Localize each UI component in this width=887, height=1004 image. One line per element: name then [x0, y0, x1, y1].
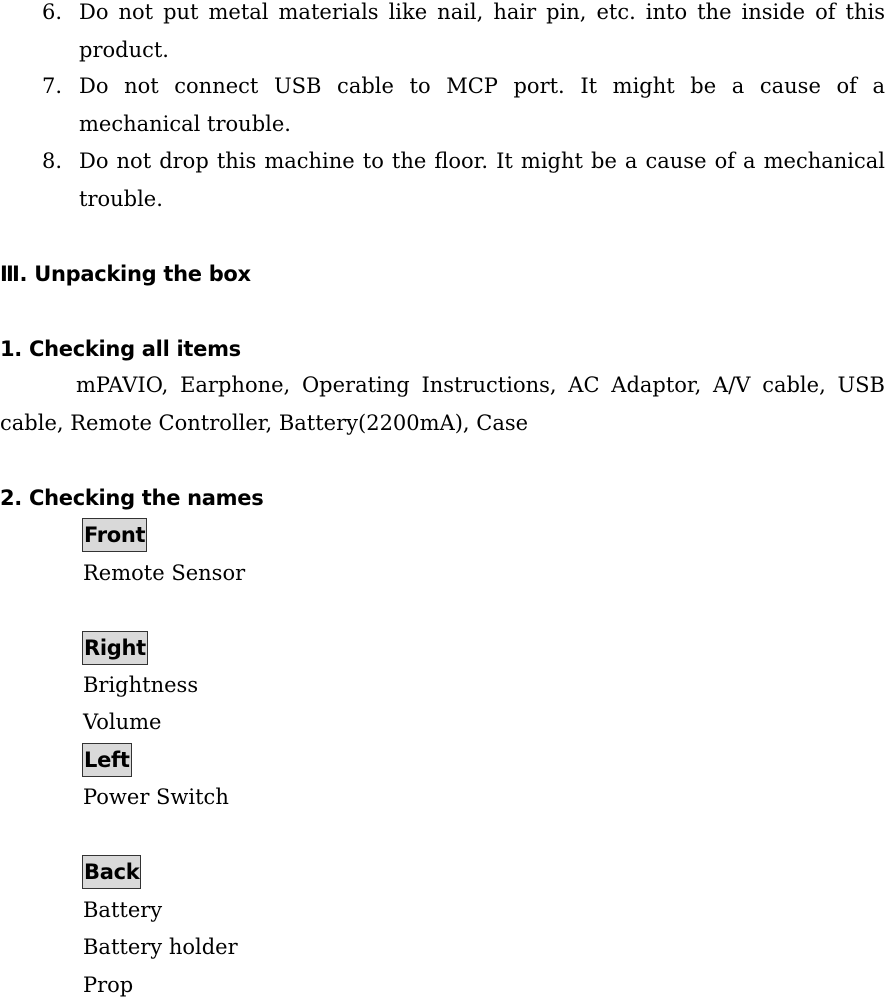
section-title: Ⅲ. Unpacking the box: [0, 262, 251, 286]
items-list-paragraph: mPAVIO, Earphone, Operating Instructions, AC Adaptor, A/V cable, USB cable, Remote Controller, Battery(2200mA), Case: [0, 373, 885, 435]
part-power-switch: Power Switch: [83, 785, 229, 809]
back-label: Back: [82, 855, 141, 889]
caution-text: Do not put metal materials like nail, hair pin, etc. into the inside of this product.: [79, 0, 885, 62]
part-remote-sensor: Remote Sensor: [83, 561, 246, 585]
part-prop: Prop: [83, 973, 134, 997]
caution-text: Do not connect USB cable to MCP port. It might be a cause of a mechanical trouble.: [79, 74, 885, 136]
caution-number: 7.: [42, 74, 63, 98]
checking-names-heading: 2. Checking the names: [0, 486, 264, 510]
front-label: Front: [82, 518, 147, 552]
left-label: Left: [82, 743, 132, 777]
part-brightness: Brightness: [83, 673, 199, 697]
caution-text: Do not drop this machine to the floor. It might be a cause of a mechanical trouble.: [79, 149, 885, 211]
part-volume: Volume: [83, 710, 162, 734]
part-battery-holder: Battery holder: [83, 935, 238, 959]
part-battery: Battery: [83, 898, 163, 922]
caution-number: 8.: [42, 149, 63, 173]
checking-items-heading: 1. Checking all items: [0, 337, 241, 361]
caution-number: 6.: [42, 0, 63, 24]
right-label: Right: [82, 631, 148, 665]
